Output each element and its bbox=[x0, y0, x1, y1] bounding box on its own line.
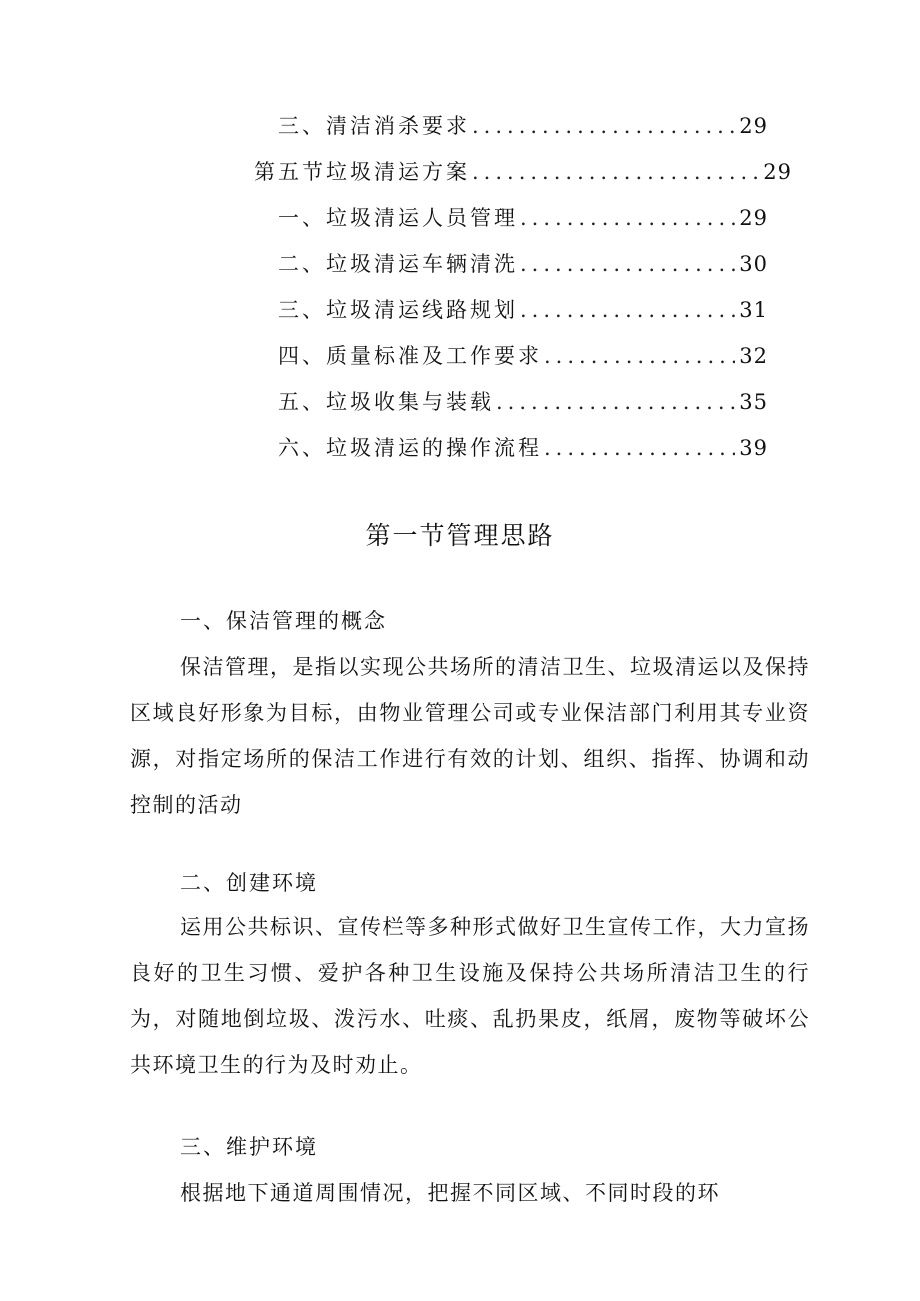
toc-entry-title: 二、垃圾清运车辆清洗 bbox=[278, 252, 518, 276]
toc-entry[interactable] bbox=[278, 295, 768, 325]
toc-entry-page: 29 bbox=[763, 160, 792, 184]
body-paragraph: 运用公共标识、宣传栏等多种形式做好卫生宣传工作，大力宣扬良好的卫生习惯、爱护各种卫生设施及保持公共场所清洁卫生的行为，对随地倒垃圾、泼污水、吐痰、乱扔果皮，纸屑，废物等破坏公共环境卫生的行为及时劝止。 bbox=[130, 915, 810, 1077]
toc-entry-page: 39 bbox=[739, 436, 768, 460]
section-heading: 第一节管理思路 bbox=[365, 521, 555, 550]
toc-entry[interactable] bbox=[278, 111, 768, 141]
toc-entry-page: 32 bbox=[739, 344, 768, 368]
toc-entry-title: 四、质量标准及工作要求 bbox=[278, 344, 542, 368]
toc-entry-title: 一、垃圾清运人员管理 bbox=[278, 206, 518, 230]
toc-entry-page: 31 bbox=[739, 298, 768, 322]
subsection-title: 一、保洁管理的概念 bbox=[180, 609, 387, 633]
toc-entry-title: 三、清洁消杀要求 bbox=[278, 114, 470, 138]
toc-leader-dots bbox=[520, 249, 735, 279]
toc-entry[interactable] bbox=[254, 157, 792, 187]
toc-leader-dots bbox=[520, 295, 735, 325]
toc-entry-title: 三、垃圾清运线路规划 bbox=[278, 298, 518, 322]
toc-entry-page: 29 bbox=[739, 206, 768, 230]
toc-leader-dots bbox=[496, 387, 735, 417]
toc-entry[interactable] bbox=[278, 203, 768, 233]
toc-entry-title: 五、垃圾收集与装载 bbox=[278, 390, 494, 414]
toc-leader-dots bbox=[472, 157, 759, 187]
toc-entry[interactable] bbox=[278, 341, 768, 371]
toc-entry-page: 29 bbox=[739, 114, 768, 138]
toc-entry[interactable] bbox=[278, 249, 768, 279]
toc-entry-title: 六、垃圾清运的操作流程 bbox=[278, 436, 542, 460]
toc-leader-dots bbox=[544, 341, 735, 371]
toc-entry-title: 第五节垃圾清运方案 bbox=[254, 160, 470, 184]
toc-leader-dots bbox=[520, 203, 735, 233]
subsection-title: 二、创建环境 bbox=[180, 871, 318, 895]
toc-entry-page: 30 bbox=[739, 252, 768, 276]
subsection-title: 三、维护环境 bbox=[180, 1135, 318, 1159]
toc-entry[interactable] bbox=[278, 433, 768, 463]
toc-leader-dots bbox=[544, 433, 735, 463]
toc-leader-dots bbox=[472, 111, 735, 141]
body-paragraph: 根据地下通道周围情况，把握不同区域、不同时段的环 bbox=[180, 1181, 720, 1205]
body-paragraph: 保洁管理，是指以实现公共场所的清洁卫生、垃圾清运以及保持区域良好形象为目标，由物业管理公司或专业保洁部门利用其专业资源，对指定场所的保洁工作进行有效的计划、组织、指挥、协调和动控制的活动 bbox=[130, 655, 810, 817]
toc-entry-page: 35 bbox=[739, 390, 768, 414]
toc-entry[interactable] bbox=[278, 387, 768, 417]
